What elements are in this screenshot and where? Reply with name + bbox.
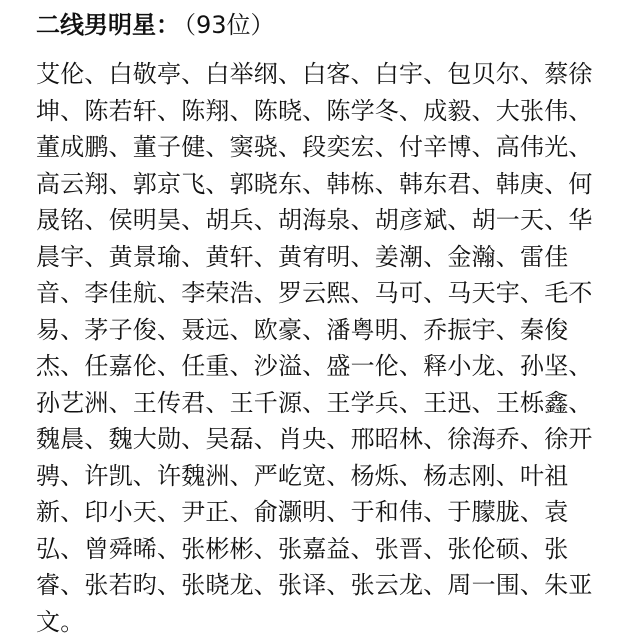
heading-title: 二线男明星： [36,11,180,39]
heading-count: （93位） [184,11,275,39]
names-paragraph: 艾伦、白敬亭、白举纲、白客、白宇、包贝尔、蔡徐坤、陈若轩、陈翔、陈晓、陈学冬、成毅、大张伟、董成鹏、董子健、窦骁、段奕宏、付辛博、高伟光、高云翔、郭京飞、郭晓东、韩栋、韩东君、韩庚、何晟铭、侯明昊、胡兵、胡海泉、胡彦斌、胡一天、华晨宇、黄景瑜、黄轩、黄宥明、姜潮、金瀚、雷佳音、李佳航、李荣浩、罗云熙、马可、马天宇、毛不易、茅子俊、聂远、欧豪、潘粤明、乔振宇、秦俊杰、任嘉伦、任重、沙溢、盛一伦、释小龙、孙坚、孙艺洲、王传君、王千源、王学兵、王迅、王栎鑫、魏晨、魏大勋、吴磊、肖央、邢昭林、徐海乔、徐开骋、许凯、许魏洲、严屹宽、杨烁、杨志刚、叶祖新、印小天、尹正、俞灏明、于和伟、于朦胧、袁弘、曾舜晞、张彬彬、张嘉益、张晋、张伦硕、张睿、张若昀、张晓龙、张译、张云龙、周一围、朱亚文。 [36,60,593,636]
section-heading [36,8,275,42]
